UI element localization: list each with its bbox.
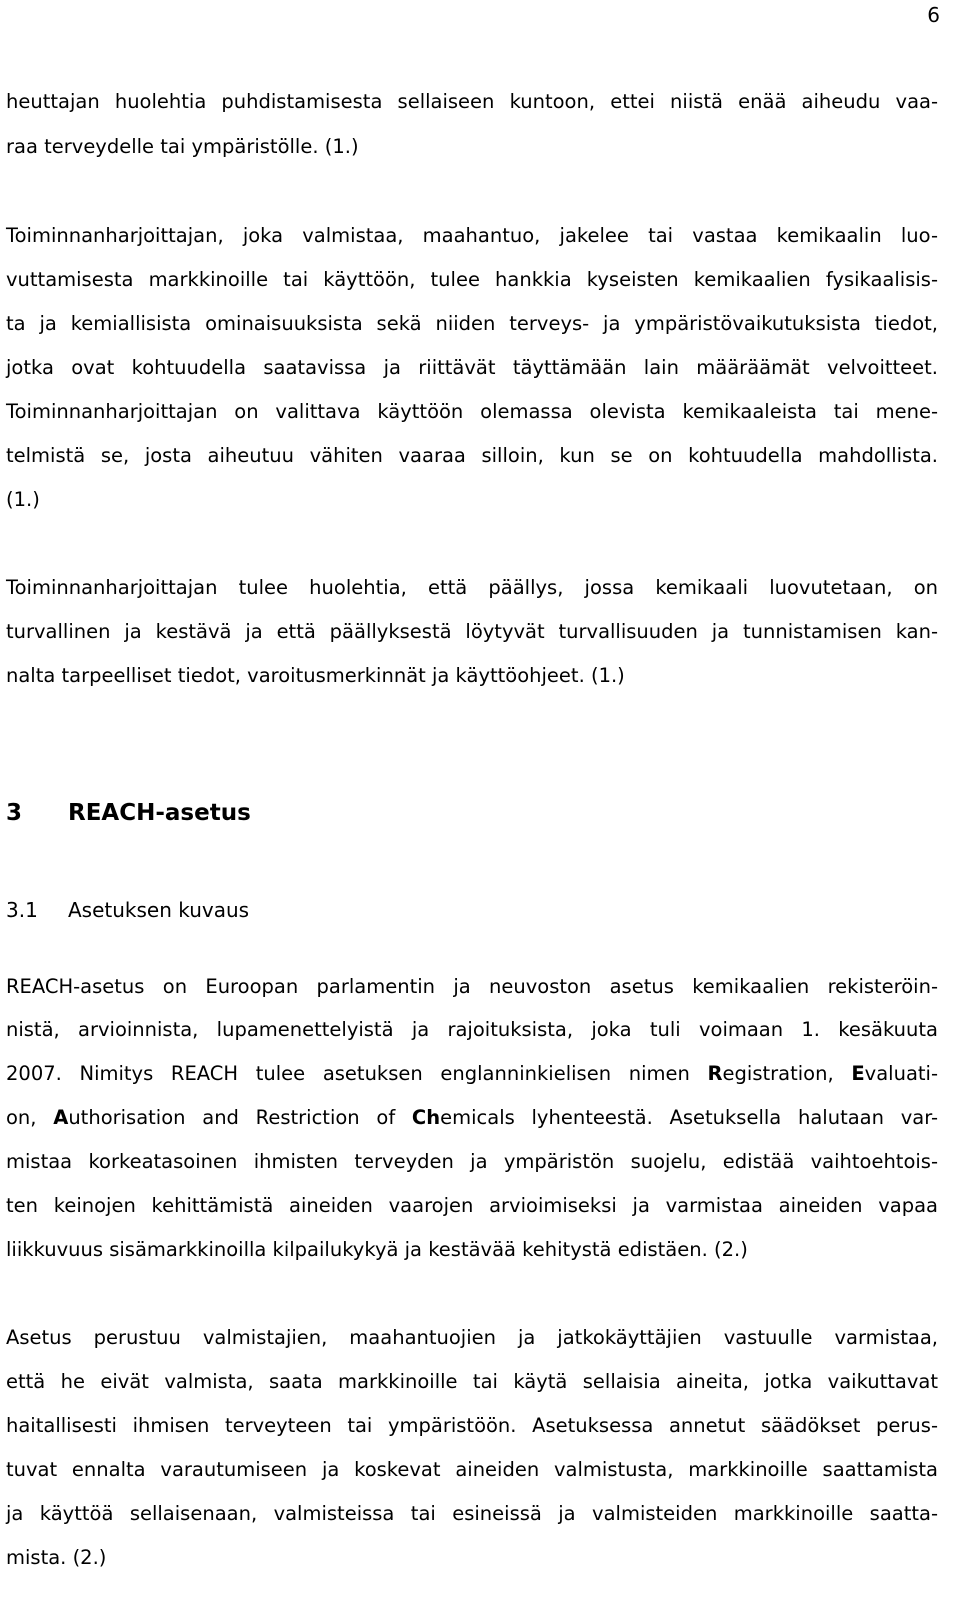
section-heading-title: REACH-asetus [68, 800, 251, 826]
text-line: (1.) [6, 488, 40, 511]
text-line: REACH-asetus on Euroopan parlamentin ja neuvoston asetus kemikaalien rekisteröin- [6, 975, 938, 998]
text-line: Toiminnanharjoittajan, joka valmistaa, maahantuo, jakelee tai vastaa kemikaalin luo- [6, 224, 938, 247]
text-line: tuvat ennalta varautumiseen ja koskevat aineiden valmistusta, markkinoille saattamista [6, 1458, 938, 1481]
text-line: Toiminnanharjoittajan tulee huolehtia, että päällys, jossa kemikaali luovutetaan, on [6, 576, 938, 599]
text-span: egistration, [722, 1062, 852, 1085]
text-line: että he eivät valmista, saata markkinoille tai käytä sellaisia aineita, jotka vaikuttavat [6, 1370, 938, 1393]
text-line [6, 1104, 938, 1132]
text-line: haitallisesti ihmisen terveyteen tai ympäristöön. Asetuksessa annetut säädökset perus- [6, 1414, 938, 1437]
text-line: turvallinen ja kestävä ja että päällyksestä löytyvät turvallisuuden ja tunnistamisen kan- [6, 620, 938, 643]
text-line: ja käyttöä sellaisenaan, valmisteissa tai esineissä ja valmisteiden markkinoille saatta- [6, 1502, 938, 1525]
bold-letter: E [851, 1062, 865, 1085]
text-line: Asetus perustuu valmistajien, maahantuojien ja jatkokäyttäjien vastuulle varmistaa, [6, 1326, 938, 1349]
page-number: 6 [927, 3, 940, 27]
text-span: uthorisation and Restriction of [68, 1106, 412, 1129]
text-line: ta ja kemiallisista ominaisuuksista sekä niiden terveys- ja ympäristövaikutuksista tiedot, [6, 312, 938, 335]
text-span: 2007. Nimitys REACH tulee asetuksen englanninkielisen nimen [6, 1062, 708, 1085]
text-line: heuttajan huolehtia puhdistamisesta sellaiseen kuntoon, ettei niistä enää aiheudu vaa- [6, 90, 938, 113]
text-line: nistä, arvioinnista, lupamenettelyistä ja rajoituksista, joka tuli voimaan 1. kesäkuuta [6, 1018, 938, 1041]
section-heading-number: 3 [6, 800, 23, 826]
text-line: nalta tarpeelliset tiedot, varoitusmerkinnät ja käyttöohjeet. (1.) [6, 664, 625, 687]
subsection-heading-number: 3.1 [6, 898, 38, 922]
text-line: mista. (2.) [6, 1546, 107, 1569]
text-line: liikkuvuus sisämarkkinoilla kilpailukykyä ja kestävää kehitystä edistäen. (2.) [6, 1238, 748, 1261]
text-line: Toiminnanharjoittajan on valittava käyttöön olemassa olevista kemikaaleista tai mene- [6, 400, 938, 423]
text-line: vuttamisesta markkinoille tai käyttöön, tulee hankkia kyseisten kemikaalien fysikaalisis- [6, 268, 938, 291]
text-line: mistaa korkeatasoinen ihmisten terveyden ja ympäristön suojelu, edistää vaihtoehtois- [6, 1150, 938, 1173]
text-line: raa terveydelle tai ympäristölle. (1.) [6, 135, 359, 158]
text-line: telmistä se, josta aiheutuu vähiten vaaraa silloin, kun se on kohtuudella mahdollista. [6, 444, 938, 467]
bold-letter: Ch [411, 1106, 441, 1129]
text-line [6, 1060, 938, 1088]
text-line: jotka ovat kohtuudella saatavissa ja riittävät täyttämään lain määräämät velvoitteet. [6, 356, 938, 379]
text-span: valuati- [864, 1062, 938, 1085]
section-heading [6, 798, 251, 828]
subsection-heading [6, 896, 249, 924]
text-line: ten keinojen kehittämistä aineiden vaarojen arvioimiseksi ja varmistaa aineiden vapaa [6, 1194, 938, 1217]
text-span: emicals lyhenteestä. Asetuksella halutaan var- [440, 1106, 939, 1129]
bold-letter: A [53, 1106, 69, 1129]
text-span: on, [6, 1106, 54, 1129]
bold-letter: R [707, 1062, 723, 1085]
subsection-heading-title: Asetuksen kuvaus [68, 898, 250, 922]
